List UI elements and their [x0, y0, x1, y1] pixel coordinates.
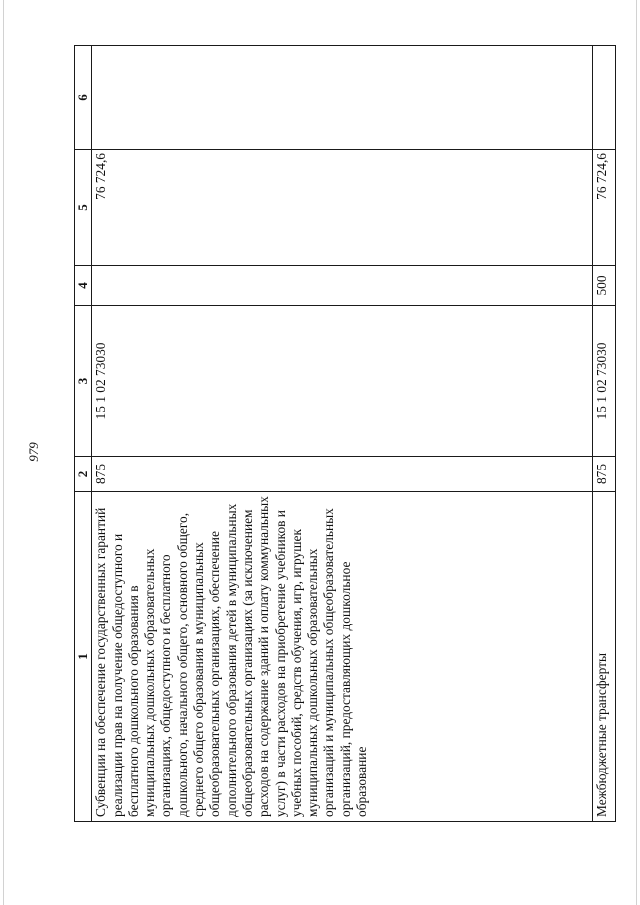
page-edge-left: [3, 0, 4, 905]
ministry-code-cell: 875: [92, 457, 592, 492]
table-row: [592, 46, 615, 822]
expense-type-cell: [92, 266, 592, 306]
table-header-row: [75, 46, 92, 822]
target-code-cell: 15 1 02 73030: [592, 306, 615, 457]
header-col-5: 5: [75, 150, 92, 266]
col6-cell: [92, 46, 592, 150]
row-description: Субвенции на обеспечение государственных гарантий реализации прав на получение общедоступного и бесплатного дошкольного образования в муниципальных дошкольных образовательных организациях, общедоступного и бесплатного дошкольного, начального общего, основного общего, среднего общего образования в муниципальных общеобразовательных организациях, обеспечение дополнительного образования детей в муниципальных общеобразовательных организациях (за исключением расходов на содержание зданий и оплату коммунальных услуг) в части расходов на приобретение учебников и учебных пособий, средств обучения, игр, игрушек муниципальных дошкольных образовательных организаций и муниципальных общеобразовательных организаций, предоставляющих дошкольное образование: [92, 492, 592, 822]
header-col-2: 2: [75, 457, 92, 492]
target-code-cell: 15 1 02 73030: [92, 306, 592, 457]
page-edge-right: [636, 0, 637, 905]
table-row: [92, 46, 592, 822]
header-col-4: 4: [75, 266, 92, 306]
rotated-table-container: [74, 46, 616, 822]
header-col-3: 3: [75, 306, 92, 457]
col6-cell: [592, 46, 615, 150]
ministry-code-cell: 875: [592, 457, 615, 492]
page-number: 979: [26, 442, 41, 462]
header-col-1: 1: [75, 492, 92, 822]
header-col-6: 6: [75, 46, 92, 150]
row-description: Межбюджетные трансферты: [592, 492, 615, 822]
budget-table: [74, 45, 616, 822]
amount-cell: 76 724,6: [92, 150, 592, 266]
expense-type-cell: 500: [592, 266, 615, 306]
amount-cell: 76 724,6: [592, 150, 615, 266]
